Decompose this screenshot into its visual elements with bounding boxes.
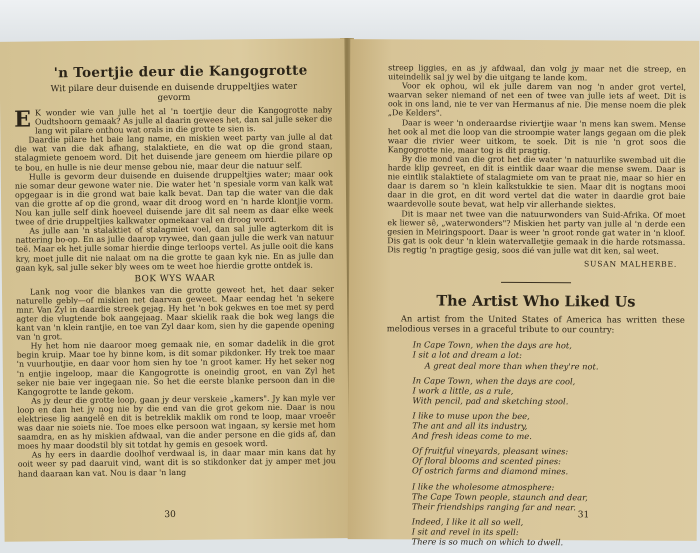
divider bbox=[501, 282, 571, 283]
paragraph: Lank nog voor die blankes van die grotte geweet het, het daar seker naturelle gebly—of miskien net daarvan geweet. Maar eendag het 'n sekere mnr. Van Zyl in daardie streek gejag. Hy het 'n bok gekwes en toe met sy perd agter die vlugtende bok aangejaag. Maar skielik raak die bok weg langs die kant van 'n klein rantjie, en toe van Zyl daar kom, sien hy die gapende opening van 'n grot. bbox=[16, 284, 335, 342]
poem-title: The Artist Who Liked Us bbox=[436, 292, 636, 311]
poem-line: I work a little, as a rule, bbox=[412, 385, 514, 396]
poem-line: I sit a lot and dream a lot: bbox=[412, 349, 522, 361]
poem bbox=[412, 340, 685, 548]
poem-line: Their friendships ranging far and near. bbox=[411, 501, 576, 512]
page-number: 31 bbox=[577, 510, 590, 521]
paragraph: As hy eers in daardie doolhof verdwaal is, in daar maar min kans dat hy ooit weer sy pad daaruit vind, want dit is so stikdonker dat jy amper met jou hand daaraan kan vat. Nou is daar 'n lang bbox=[17, 447, 336, 479]
poem-line: Of ostrich farms and diamond mines. bbox=[412, 465, 569, 477]
poem-stanza bbox=[412, 516, 684, 548]
poem-line: In Cape Town, when the days are cool, bbox=[412, 375, 576, 386]
poem-line: With pencil, pad and sketching stool. bbox=[412, 395, 569, 407]
poem-stanza bbox=[412, 410, 684, 442]
poem-line: Indeed, I like it all so well, bbox=[411, 516, 524, 527]
poem-line: I sit and revel in its spell: bbox=[411, 526, 519, 537]
drop-cap: E bbox=[14, 106, 32, 133]
poem-stanza bbox=[413, 340, 685, 372]
paragraph: E K wonder wie van julle het al 'n toertjie deur die Kangogrotte naby Oudtshoorn gemaak? As julle al daarin gewees het, dan sal julle seker die lang wit pilare onthou wat orals in die grotte te sien is. bbox=[14, 105, 333, 136]
author-signature: SUSAN MALHERBE. bbox=[584, 259, 678, 269]
paragraph: As julle aan 'n stalaktiet of stalagmiet voel, dan sal julle agterkom dit is nattering bo-op. En as julle daarop vrywee, dan gaan julle die werk van natuur teë. Maar ek het julle somar hierdie dinge terloops vertel. As julle ooit die kans kry, moet julle dit nie nalaat om na die grotte te gaan kyk nie. En as julle dan gaan kyk, sal julle seker bly wees om te weet hoe hierdie grotte ontdek is. bbox=[15, 223, 334, 273]
poem-line: In Cape Town, when the days are hot, bbox=[412, 339, 572, 351]
paragraph: streep liggies, en as jy afdwaal, dan volg jy maar net die streep, en uiteindelik sal jy wel by die uitgang te lande kom. bbox=[388, 63, 687, 83]
poem-line: Of fruitful vineyards, pleasant wines: bbox=[412, 445, 569, 457]
paragraph: Daardie pilare het baie lang name, en miskien weet party van julle al dat die wat van die dak afhang, stalaktiete, en die wat op die grond staan, stalagmiete genoem word. Dit het duisende jare geneem om hierdie pilare op te bou, en hulle is nie deur mense gebou nie, maar deur die natuur self. bbox=[14, 132, 333, 173]
paragraph: As jy deur die grotte loop, gaan jy deur verskeie „kamers". Jy kan myle ver loop en dan het jy nog nie by die end van die grot gekom nie. Daar is nou elektriese lig aangelê en dit is betreklik maklik om rond te loop, maar vroeër was daar nie soiets nie. Toe moes elke persoon wat ingaan, sy kersie met hom saamdra, en as hy miskien afdwaal, van die ander persone en die gids af, dan moes hy maar doodstil bly sit totdat hy gemis en gesoek word. bbox=[17, 393, 336, 451]
poem-line: A great deal more than when they're not. bbox=[424, 360, 599, 371]
paragraph: Hulle is gevorm deur duisende en duisende druppeltjies water; maar ook nie somar deur gewone water nie. Die water het 'n spesiale vorm van kalk wat opgegaar is in die grond wat baie kalk bevat. Dan tap die water van die dak van die grotte af op die grond, waar dit droog word en 'n harde klontjie vorm. Nou kan julle self dink hoeveel duisende jare dit sal neem as daar elke week twee of drie druppeltjies kalkwater opmekaar val en droog word. bbox=[14, 168, 334, 227]
page-number: 30 bbox=[164, 509, 176, 521]
poem-line: I like to muse upon the bee, bbox=[412, 410, 530, 421]
paragraph: Voor ek ophou, wil ek julle darem van nog 'n ander grot vertel, waarvan seker niemand of net een of twee van julle iets af weet. Dit is ook in ons land, nie te ver van Hermanus af nie. Die mense noem die plek „De Kelders". bbox=[387, 81, 687, 119]
article-title: 'n Toertjie deur die Kangogrotte bbox=[53, 62, 308, 82]
paragraph: Daar is weer 'n onderaardse riviertjie waar 'n mens kan swem. Mense het ook al met die loop van die stroompie water langs gegaan om die plek waar die rivier weer uitkom, te soek. Dit is nie 'n grot soos die Kangogrotte nie, maar tog is dit pragtig. bbox=[387, 117, 686, 155]
paragraph: Hy het hom nie daaroor moeg gemaak nie, en somar dadelik in die grot begin kruip. Maar toe hy binne kom, is dit somar pikdonker. Hy trek toe maar 'n vuurhoutjie, en daar voor hom sien hy toe 'n groot kamer. Hy het seker nog 'n entjie ingeloop, maar die Kangogrotte is oneindig groot, en van Zyl het seker nie baie ver ingegaan nie. So het die eerste blanke persoon dan in die Kangogrotte te lande gekom. bbox=[16, 338, 335, 397]
paragraph: By die mond van die grot het die water 'n natuurlike swembad uit die harde klip gevreet, en dit is eintlik daar waar die mense swem. Daar is nie eintlik stalaktiete of stalagmiete om van te praat nie, maar so hier en daar is darem so 'n klein kalkstukkie te sien. Maar dit is nogtans mooi daar in die grot, en dit word vertel dat die water in daardie grot baie waardevolle soute bevat, wat help vir allerhande siektes. bbox=[387, 154, 686, 210]
poem-line: Of floral blooms and scented pines: bbox=[412, 455, 561, 467]
article-subtitle: Wit pilare deur duisende en duisende druppeltjies water gevorm bbox=[50, 81, 298, 104]
poem-stanza bbox=[412, 481, 684, 513]
paragraph: Dit is maar net twee van die natuurwonders van Suid-Afrika. Of moet ek liewer sê, „waterwonders"? Miskien het party van julle al 'n derde een gesien in Meiringspoort. Daar is weer 'n groot ronde gat water in 'n kloof. Dis gat is ook deur 'n klein watervalletjie gemaak in die harde rotsmassa. Dis regtig 'n pragtige gesig, soos dié van julle wat dit ken, sal weet. bbox=[387, 208, 686, 256]
poem-line: I like the wholesome atmosphere: bbox=[411, 480, 555, 492]
section-heading: BOK WYS WAAR bbox=[134, 273, 216, 285]
poem-line: There is so much on which to dwell. bbox=[411, 536, 564, 548]
poem-line: The ant and all its industry, bbox=[412, 420, 528, 432]
poem-stanza bbox=[412, 446, 684, 478]
poem-stanza bbox=[412, 375, 684, 407]
left-page bbox=[0, 38, 350, 542]
right-page bbox=[348, 39, 700, 548]
poem-line: The Cape Town people, staunch and dear, bbox=[411, 491, 588, 502]
poem-line: And fresh ideas come to me. bbox=[412, 430, 532, 442]
poem-intro: An artist from the United States of America has written these melodious verses in a graceful tribute to our country: bbox=[386, 313, 685, 335]
